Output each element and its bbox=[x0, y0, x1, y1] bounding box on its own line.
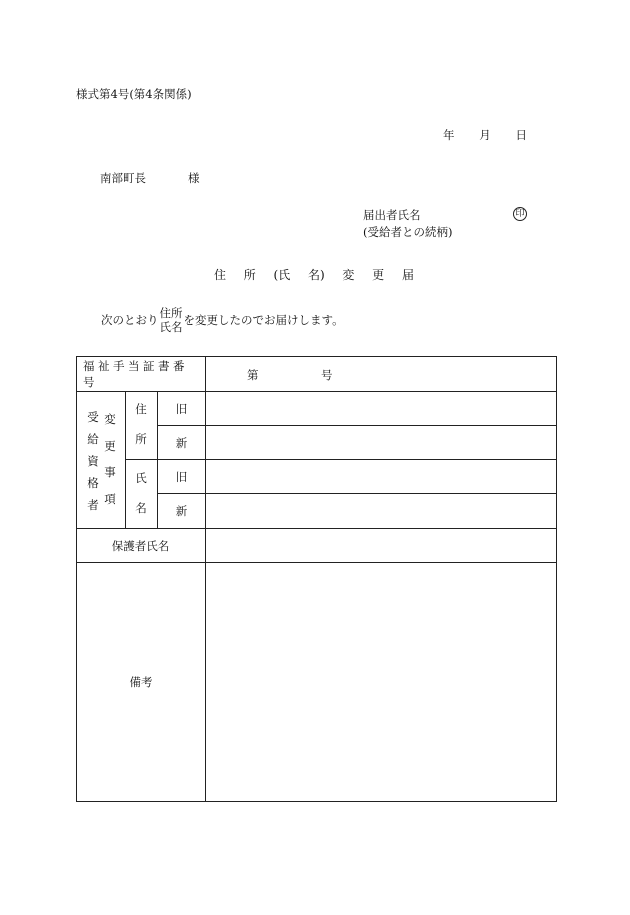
remarks-char: 考 bbox=[141, 675, 153, 689]
guardian-char: 氏 bbox=[146, 538, 158, 553]
cert-number-field[interactable] bbox=[206, 357, 556, 391]
year-label: 年 bbox=[443, 128, 455, 142]
change-matter-label bbox=[103, 411, 117, 507]
recipient-char: 資 bbox=[87, 454, 99, 468]
address-label bbox=[134, 401, 148, 447]
change-char: 更 bbox=[104, 438, 116, 453]
title-char: 変 bbox=[342, 268, 355, 282]
date-line bbox=[443, 127, 527, 143]
seal-icon: 印 bbox=[513, 207, 527, 221]
title-char: (氏 bbox=[273, 268, 291, 282]
title-char: 更 bbox=[372, 268, 385, 282]
title-char: 所 bbox=[243, 268, 256, 282]
addressee-name: 南部町長 bbox=[100, 171, 146, 185]
guardian-name-label bbox=[84, 529, 197, 562]
cert-go-label: 号 bbox=[321, 368, 333, 382]
address-char: 住 bbox=[135, 402, 147, 416]
recipient-char: 格 bbox=[87, 476, 99, 490]
title-char: 名) bbox=[307, 268, 325, 282]
remarks-field[interactable] bbox=[206, 563, 556, 801]
name-new-field[interactable] bbox=[206, 494, 556, 528]
month-label: 月 bbox=[479, 128, 491, 142]
applicant-relation-label: (受給者との続柄) bbox=[363, 225, 453, 239]
cert-number-label bbox=[83, 357, 199, 391]
cert-label-text: 福祉手当証書番号 bbox=[83, 359, 188, 389]
name-new-label: 新 bbox=[175, 504, 188, 518]
change-char: 変 bbox=[104, 412, 116, 426]
guardian-name-field[interactable] bbox=[206, 529, 556, 562]
name-old-field[interactable] bbox=[206, 460, 556, 493]
recipient-label bbox=[86, 409, 100, 513]
name-char: 氏 bbox=[135, 471, 147, 485]
change-char: 事 bbox=[104, 465, 116, 480]
name-label bbox=[134, 470, 148, 516]
guardian-char: 名 bbox=[157, 538, 170, 553]
intro-options bbox=[160, 306, 183, 334]
guardian-char: 者 bbox=[134, 538, 147, 553]
address-old-field[interactable] bbox=[206, 392, 556, 425]
intro-suffix: を変更したのでお届けします。 bbox=[183, 313, 344, 327]
remarks-char: 備 bbox=[129, 675, 141, 689]
intro-sentence bbox=[101, 306, 344, 334]
guardian-char: 護 bbox=[123, 538, 135, 553]
document-title bbox=[214, 266, 414, 283]
recipient-char: 受 bbox=[87, 410, 99, 424]
day-label: 日 bbox=[515, 128, 527, 142]
application-table bbox=[76, 356, 557, 802]
title-char: 住 bbox=[214, 268, 227, 282]
intro-option-name: 氏名 bbox=[159, 320, 183, 334]
title-char: 届 bbox=[401, 268, 414, 282]
addressee bbox=[100, 170, 200, 186]
address-old-label: 旧 bbox=[175, 401, 188, 416]
applicant-block bbox=[363, 207, 452, 241]
table-rule bbox=[125, 391, 126, 528]
applicant-name-label: 届出者氏名 bbox=[363, 208, 421, 222]
name-char: 名 bbox=[135, 501, 147, 515]
address-new-label: 新 bbox=[175, 435, 188, 450]
intro-prefix: 次のとおり bbox=[101, 313, 159, 327]
cert-dai-label: 第 bbox=[247, 368, 259, 382]
address-char: 所 bbox=[135, 432, 147, 446]
form-number-label: 様式第4号(第4条関係) bbox=[76, 87, 192, 101]
remarks-label bbox=[84, 563, 198, 801]
name-old-label: 旧 bbox=[175, 469, 188, 484]
addressee-suffix: 様 bbox=[188, 171, 200, 185]
guardian-char: 保 bbox=[111, 538, 124, 553]
change-char: 項 bbox=[104, 491, 116, 506]
recipient-char: 者 bbox=[87, 498, 99, 512]
address-new-field[interactable] bbox=[206, 426, 556, 459]
intro-option-address: 住所 bbox=[159, 306, 183, 320]
recipient-char: 給 bbox=[87, 432, 99, 446]
